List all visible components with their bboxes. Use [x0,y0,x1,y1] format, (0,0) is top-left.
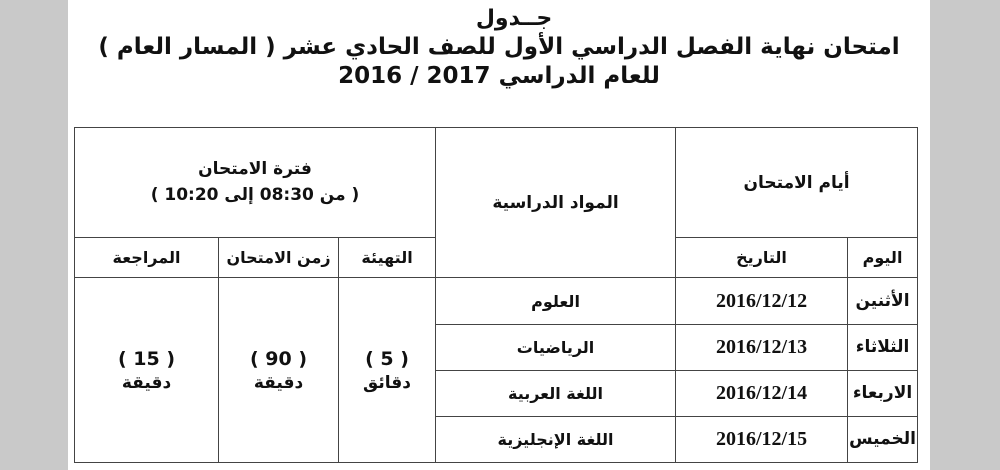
period-range: ( من 08:30 إلى 10:20 ) [150,184,360,205]
document-page [68,0,930,470]
header-review: المراجعة [75,238,219,278]
header-exam-period [75,128,436,238]
prep-duration-cell [339,278,436,463]
header-date: التاريخ [676,238,848,278]
document-header [68,8,930,88]
title-schedule: جــدول [475,6,553,31]
row-subject: اللغة العربية [436,370,676,416]
header-exam-days: أيام الامتحان [676,128,918,238]
review-duration-cell [75,278,219,463]
period-title: فترة الامتحان [198,159,312,180]
title-year [68,65,930,88]
prep-duration-unit: دقائق [363,372,411,393]
header-exam-time: زمن الامتحان [219,238,339,278]
header-subjects: المواد الدراسية [436,128,676,278]
row-date: 2016/12/14 [676,370,848,416]
row-subject: الرياضيات [436,324,676,370]
row-subject: العلوم [436,278,676,324]
header-day: اليوم [848,238,918,278]
review-duration-value: ( 15 ) [117,347,176,370]
row-day: الخميس [848,416,918,462]
title-year-label: للعام الدراسي [498,63,660,89]
exam-duration-cell [219,278,339,463]
row-day: الثلاثاء [848,324,918,370]
table-row [75,278,918,324]
row-date: 2016/12/12 [676,278,848,324]
exam-schedule-table [74,127,918,463]
title-year-value: 2016 / 2017 [338,63,491,89]
row-date: 2016/12/13 [676,324,848,370]
prep-duration-value: ( 5 ) [365,347,409,370]
title-exam: امتحان نهاية الفصل الدراسي الأول للصف الحادي عشر ( المسار العام ) [98,34,900,60]
row-date: 2016/12/15 [676,416,848,462]
row-day: الاربعاء [848,370,918,416]
exam-duration-unit: دقيقة [253,372,304,393]
header-prep: التهيئة [339,238,436,278]
exam-duration-value: ( 90 ) [249,347,308,370]
row-subject: اللغة الإنجليزية [436,416,676,462]
review-duration-unit: دقيقة [121,372,172,393]
row-day: الأثنين [848,278,918,324]
